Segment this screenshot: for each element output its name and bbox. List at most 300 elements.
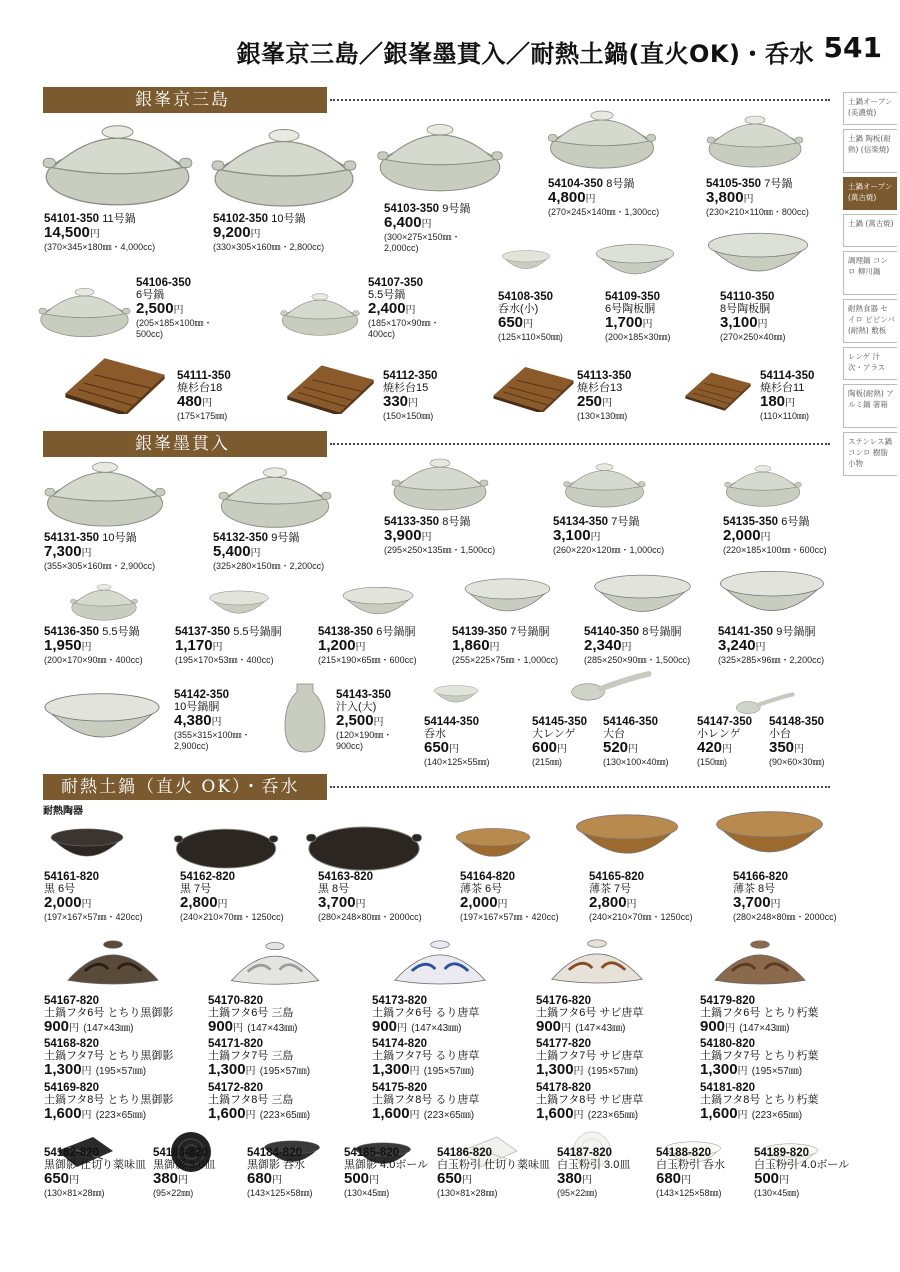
product-code: 54146-350 — [603, 716, 658, 728]
product-price: 500円 — [344, 1170, 380, 1187]
product-54135-350 — [723, 516, 827, 556]
product-54107-350 — [368, 277, 440, 340]
pot-image — [37, 280, 132, 344]
product-name: 10号鍋 — [271, 213, 306, 225]
product-code: 54171-820 — [208, 1038, 263, 1050]
product-spec: (270×250×40㎜) — [720, 332, 786, 342]
product-code: 54180-820 — [700, 1038, 755, 1050]
pot-image — [375, 116, 505, 198]
product-54164-820 — [460, 871, 559, 923]
product-code: 54189-820 — [754, 1147, 809, 1159]
page-number: 541 — [823, 31, 882, 64]
product-spec: (300×275×150㎜・ — [384, 232, 461, 242]
bowl-image — [703, 230, 813, 284]
product-code: 54163-820 — [318, 871, 373, 883]
product-name: 6号鍋 — [781, 516, 810, 528]
product-price: 3,100円 — [720, 314, 768, 331]
product-name: 土鍋フタ6号 とちり黒御影 — [44, 1007, 174, 1019]
side-tab[interactable]: 耐熱食器 セイロ ビビンバ(耐熱) 敷板 — [843, 299, 897, 343]
product-name: 薄茶 7号 — [589, 883, 632, 895]
bowl-image — [572, 807, 682, 871]
product-name: 5.5号鍋胴 — [233, 626, 282, 638]
product-name: 白玉粉引 4.0ボール — [754, 1159, 850, 1171]
renge-spoon-image — [570, 668, 652, 706]
product-price: 650円 — [498, 314, 534, 331]
product-code: 54137-350 5.5号鍋胴 — [175, 626, 282, 638]
product-spec: (215㎜) — [532, 757, 563, 767]
product-price: 350円 — [769, 739, 805, 756]
product-spec: (240×210×70㎜・1250cc) — [589, 912, 693, 922]
product-spec: (130×45㎜) — [754, 1188, 800, 1198]
product-code: 54113-350 — [577, 370, 632, 382]
product-price: 500円 — [754, 1170, 790, 1187]
product-price: 4,380円 — [174, 712, 222, 729]
product-54162-820 — [180, 871, 284, 923]
pot-image — [546, 103, 658, 175]
product-54139-350 — [452, 626, 558, 666]
product-name: 小レンゲ — [697, 728, 741, 740]
product-price: 650円 — [44, 1170, 80, 1187]
product-spec: (195×170×53㎜・400cc) — [175, 655, 274, 665]
bowl-image — [338, 585, 418, 623]
product-spec: (140×125×55㎜) — [424, 757, 490, 767]
lid-image — [228, 937, 322, 987]
product-spec: (130×81×28㎜) — [44, 1188, 105, 1198]
pot-image — [304, 802, 424, 876]
product-54180-820 — [700, 1038, 818, 1079]
lid-image — [713, 935, 807, 987]
pot-image — [723, 458, 803, 513]
product-price: 480円 — [177, 393, 213, 410]
product-spec: (197×167×57㎜・420cc) — [460, 912, 559, 922]
product-price: 1,300円 (195×57㎜) — [44, 1061, 147, 1078]
product-code: 54187-820 — [557, 1147, 612, 1159]
product-code: 54145-350 — [532, 716, 587, 728]
product-spec: (223×65㎜) — [259, 1110, 311, 1121]
product-54183-820 — [153, 1147, 215, 1199]
product-name: 5.5号鍋 — [368, 289, 406, 301]
section-banner-kyo-mishima: 銀峯京三島 — [43, 87, 327, 113]
product-price: 3,700円 — [733, 894, 781, 911]
product-code: 54168-820 — [44, 1038, 99, 1050]
product-spec: (330×305×160㎜・2,800cc) — [213, 242, 325, 252]
product-54189-820 — [754, 1147, 849, 1199]
product-name: 薄茶 6号 — [460, 883, 503, 895]
side-tab[interactable]: 土鍋 (萬古焼) — [843, 214, 897, 247]
section-divider — [330, 99, 830, 101]
product-name: 5.5号鍋 — [102, 626, 140, 638]
product-spec: (147×43㎜) — [575, 1023, 626, 1034]
product-spec: (150㎜) — [697, 757, 728, 767]
product-54114-350 — [760, 370, 814, 422]
product-spec: (215×190×65㎜・600cc) — [318, 655, 417, 665]
product-code: 54136-350 5.5号鍋 — [44, 626, 140, 638]
product-spec: (195×57㎜) — [259, 1066, 311, 1077]
product-54186-820 — [437, 1147, 550, 1199]
cedar-board-image — [684, 367, 752, 411]
product-spec: (143×125×58㎜) — [656, 1188, 722, 1198]
bowl-image — [36, 690, 168, 752]
product-price: 380円 — [153, 1170, 189, 1187]
product-name: 8号鍋 — [442, 516, 471, 528]
product-price: 1,600円 (223×65㎜) — [700, 1105, 803, 1122]
page-title: 銀峯京三島／銀峯墨貫入／耐熱土鍋(直火OK)・呑水 — [236, 40, 814, 68]
product-54109-350 — [605, 291, 671, 343]
product-price: 680円 — [247, 1170, 283, 1187]
product-price: 1,600円 (223×65㎜) — [44, 1105, 147, 1122]
side-tab-active[interactable]: 土鍋オーブン (萬古焼) — [843, 177, 897, 210]
product-54136-350 — [44, 626, 143, 666]
section-divider — [330, 443, 830, 445]
product-54103-350 — [384, 203, 470, 254]
product-spec: (230×210×110㎜・800cc) — [706, 207, 809, 217]
product-price: 900円 (147×43㎜) — [208, 1018, 298, 1035]
product-54184-820 — [247, 1147, 313, 1199]
bowl-image — [713, 568, 831, 624]
product-54188-820 — [656, 1147, 725, 1199]
product-name: 焼杉台11 — [760, 382, 805, 394]
product-code: 54133-350 8号鍋 — [384, 516, 471, 528]
product-spec: 900cc) — [336, 741, 364, 751]
product-54112-350 — [383, 370, 437, 422]
product-name: 土鍋フタ8号 とちり朽葉 — [700, 1094, 819, 1106]
pot-image — [40, 117, 195, 212]
product-price: 6,400円 — [384, 214, 432, 231]
product-code: 54142-350 — [174, 689, 229, 701]
product-spec: (270×245×140㎜・1,300cc) — [548, 207, 660, 217]
product-price: 2,000円 — [44, 894, 92, 911]
product-name: 黒 7号 — [180, 883, 212, 895]
product-name: 黒御影 仕切り薬味皿 — [44, 1159, 147, 1171]
product-spec: (185×170×90㎜・ — [368, 318, 440, 328]
bowl-image — [712, 802, 827, 872]
product-name: 土鍋フタ7号 とちり黒御影 — [44, 1050, 174, 1062]
product-name: 11号鍋 — [102, 213, 136, 225]
product-spec: 500cc) — [136, 329, 164, 339]
product-price: 1,300円 (195×57㎜) — [536, 1061, 639, 1078]
product-spec: (223×65㎜) — [751, 1110, 803, 1121]
pot-image — [40, 456, 170, 531]
product-name: 土鍋フタ6号 サビ唐草 — [536, 1007, 644, 1019]
product-price: 1,950円 — [44, 637, 92, 654]
product-54178-820 — [536, 1082, 643, 1123]
side-tab[interactable]: 調理鍋 コンロ 柳川鍋 — [843, 251, 897, 295]
bowl-image — [453, 822, 533, 870]
product-code: 54161-820 — [44, 871, 99, 883]
product-spec: (90×60×30㎜) — [769, 757, 825, 767]
product-54110-350 — [720, 291, 786, 343]
product-code: 54108-350 — [498, 291, 553, 303]
product-name: 土鍋フタ7号 サビ唐草 — [536, 1050, 644, 1062]
product-54113-350 — [577, 370, 631, 422]
product-54170-820 — [208, 995, 298, 1036]
product-spec: (355×315×100㎜・ — [174, 730, 251, 740]
product-54143-350 — [336, 689, 392, 752]
product-name: 9号鍋胴 — [776, 626, 816, 638]
product-spec: (220×185×100㎜・600cc) — [723, 545, 827, 555]
product-54102-350 — [213, 213, 324, 253]
product-spec: (223×65㎜) — [95, 1110, 147, 1121]
renge-spoon-image — [735, 690, 795, 718]
product-name: 白玉粉引 3.0皿 — [557, 1159, 631, 1171]
product-price: 3,800円 — [706, 189, 754, 206]
product-price: 180円 — [760, 393, 796, 410]
cedar-board-image — [491, 362, 576, 412]
product-price: 1,600円 (223×65㎜) — [208, 1105, 311, 1122]
product-spec: (195×57㎜) — [587, 1066, 639, 1077]
product-price: 2,500円 — [336, 712, 384, 729]
product-code: 54107-350 — [368, 277, 423, 289]
product-code: 54106-350 — [136, 277, 191, 289]
product-code: 54132-350 9号鍋 — [213, 532, 300, 544]
product-spec: (280×248×80㎜・2000cc) — [733, 912, 837, 922]
page-header — [0, 0, 900, 72]
product-price: 1,300円 (195×57㎜) — [208, 1061, 311, 1078]
product-name: 焼杉台18 — [177, 382, 223, 394]
product-name: 黒 8号 — [318, 883, 350, 895]
product-name: 汁入(大) — [336, 701, 377, 713]
product-spec: (147×43㎜) — [739, 1023, 790, 1034]
product-price: 3,700円 — [318, 894, 366, 911]
bowl-image — [48, 822, 126, 870]
bowl-image — [589, 572, 696, 624]
pot-image — [209, 122, 359, 212]
product-name: 呑水 — [424, 728, 446, 740]
product-54181-820 — [700, 1082, 818, 1123]
product-spec: (370×345×180㎜・4,000cc) — [44, 242, 156, 252]
product-code: 54135-350 6号鍋 — [723, 516, 810, 528]
section-banner-heat-resistant: 耐熱土鍋（直火 OK）・呑水 — [43, 774, 327, 800]
product-price: 650円 — [424, 739, 460, 756]
product-54179-820 — [700, 995, 818, 1036]
section-divider — [330, 786, 830, 788]
lid-image — [550, 934, 644, 986]
product-price: 2,400円 — [368, 300, 416, 317]
product-name: 土鍋フタ7号 三島 — [208, 1050, 294, 1062]
product-code: 54105-350 7号鍋 — [706, 178, 793, 190]
product-price: 14,500円 — [44, 224, 100, 241]
side-tab[interactable]: 陶板(耐熱) アルミ鍋 箸箱 — [843, 384, 897, 428]
bowl-image — [432, 680, 480, 712]
product-name: 7号鍋 — [611, 516, 640, 528]
product-54131-350 — [44, 532, 155, 572]
bowl-image — [590, 242, 680, 284]
product-code: 54143-350 — [336, 689, 391, 701]
product-code: 54101-350 11号鍋 — [44, 213, 136, 225]
sub-label-heat-ceramic: 耐熱陶器 — [43, 806, 83, 817]
product-name: 土鍋フタ7号 とちり朽葉 — [700, 1050, 819, 1062]
product-price: 2,000円 — [460, 894, 508, 911]
product-name: 焼杉台13 — [577, 382, 623, 394]
product-spec: (200×170×90㎜・400cc) — [44, 655, 143, 665]
product-spec: (95×22㎜) — [557, 1188, 598, 1198]
product-spec: (195×57㎜) — [423, 1066, 475, 1077]
product-54148-350 — [769, 716, 825, 768]
product-price: 2,340円 — [584, 637, 632, 654]
product-spec: (195×57㎜) — [751, 1066, 803, 1077]
product-code: 54177-820 — [536, 1038, 591, 1050]
product-price: 4,800円 — [548, 189, 596, 206]
product-name: 黒御影 4.0ボール — [344, 1159, 429, 1171]
product-spec: 2,900cc) — [174, 741, 209, 751]
product-54111-350 — [177, 370, 231, 422]
product-54175-820 — [372, 1082, 479, 1123]
product-54185-820 — [344, 1147, 428, 1199]
side-tab[interactable]: レンゲ 汁次・アラス — [843, 347, 897, 380]
product-code: 54109-350 — [605, 291, 660, 303]
product-spec: (355×305×160㎜・2,900cc) — [44, 561, 156, 571]
side-tab[interactable]: ステンレス鍋 コンロ 樹脂小物 — [843, 432, 897, 476]
product-code: 54169-820 — [44, 1082, 99, 1094]
product-name: 白玉粉引 仕切り薬味皿 — [437, 1159, 551, 1171]
product-name: 8号鍋 — [606, 178, 635, 190]
product-54134-350 — [553, 516, 664, 556]
product-price: 3,100円 — [553, 527, 601, 544]
product-name: 焼杉台15 — [383, 382, 429, 394]
product-spec: (255×225×75㎜・1,000cc) — [452, 655, 559, 665]
product-54105-350 — [706, 178, 809, 218]
product-54182-820 — [44, 1147, 146, 1199]
product-54176-820 — [536, 995, 643, 1036]
product-name: 大台 — [603, 728, 625, 740]
product-54137-350 — [175, 626, 282, 666]
lid-image — [66, 935, 160, 987]
product-spec: (295×250×135㎜・1,500cc) — [384, 545, 496, 555]
product-spec: (130×130㎜) — [577, 411, 628, 421]
product-price: 7,300円 — [44, 543, 92, 560]
product-54133-350 — [384, 516, 495, 556]
product-code: 54148-350 — [769, 716, 824, 728]
product-price: 3,900円 — [384, 527, 432, 544]
product-54172-820 — [208, 1082, 310, 1123]
product-54171-820 — [208, 1038, 310, 1079]
section-banner-sumi-kannyu: 銀峯墨貫入 — [43, 431, 327, 457]
product-price: 900円 (147×43㎜) — [372, 1018, 462, 1035]
product-spec: (325×285×96㎜・2,200cc) — [718, 655, 825, 665]
product-code: 54181-820 — [700, 1082, 755, 1094]
product-name: 10号鍋胴 — [174, 701, 220, 713]
product-price: 1,300円 (195×57㎜) — [700, 1061, 803, 1078]
product-spec: (130×100×40㎜) — [603, 757, 669, 767]
side-tab[interactable]: 土鍋オーブン (美濃焼) — [843, 92, 897, 125]
product-price: 900円 (147×43㎜) — [44, 1018, 134, 1035]
product-name: 黒御影 呑水 — [247, 1159, 306, 1171]
product-name: 6号鍋胴 — [376, 626, 416, 638]
product-price: 420円 — [697, 739, 733, 756]
product-name: 6号陶板胴 — [605, 303, 656, 315]
product-price: 900円 (147×43㎜) — [700, 1018, 790, 1035]
product-code: 54178-820 — [536, 1082, 591, 1094]
product-code: 54144-350 — [424, 716, 479, 728]
product-spec: 2,000cc) — [384, 243, 419, 253]
product-spec: (147×43㎜) — [83, 1023, 134, 1034]
product-code: 54112-350 — [383, 370, 438, 382]
product-spec: (143×125×58㎜) — [247, 1188, 313, 1198]
product-price: 2,500円 — [136, 300, 184, 317]
pot-image — [69, 580, 139, 624]
product-price: 650円 — [437, 1170, 473, 1187]
product-code: 54184-820 — [247, 1147, 302, 1159]
product-price: 1,200円 — [318, 637, 366, 654]
product-name: 呑水(小) — [498, 303, 539, 315]
product-spec: (197×167×57㎜・420cc) — [44, 912, 143, 922]
product-54173-820 — [372, 995, 479, 1036]
product-code: 54175-820 — [372, 1082, 427, 1094]
product-code: 54104-350 8号鍋 — [548, 178, 635, 190]
product-54106-350 — [136, 277, 213, 340]
cedar-board-image — [60, 352, 170, 414]
product-price: 520円 — [603, 739, 639, 756]
product-price: 1,700円 — [605, 314, 653, 331]
product-spec: (205×185×100㎜・ — [136, 318, 213, 328]
product-code: 54166-820 — [733, 871, 788, 883]
product-54101-350 — [44, 213, 155, 253]
side-index-tabs — [843, 92, 900, 480]
lid-image — [393, 935, 487, 987]
product-54167-820 — [44, 995, 173, 1036]
product-name: 大レンゲ — [532, 728, 576, 740]
product-spec: (200×185×30㎜) — [605, 332, 671, 342]
product-name: 土鍋フタ8号 るり唐草 — [372, 1094, 480, 1106]
product-code: 54164-820 — [460, 871, 515, 883]
product-code: 54172-820 — [208, 1082, 263, 1094]
product-code: 54110-350 — [720, 291, 775, 303]
product-name: 10号鍋 — [102, 532, 137, 544]
product-name: 土鍋フタ8号 三島 — [208, 1094, 294, 1106]
product-price: 380円 — [557, 1170, 593, 1187]
product-54108-350 — [498, 291, 563, 343]
product-code: 54167-820 — [44, 995, 99, 1007]
product-price: 1,600円 (223×65㎜) — [372, 1105, 475, 1122]
product-spec: (260×220×120㎜・1,000cc) — [553, 545, 665, 555]
product-price: 1,300円 (195×57㎜) — [372, 1061, 475, 1078]
product-price: 3,240円 — [718, 637, 766, 654]
product-54163-820 — [318, 871, 422, 923]
product-name: 土鍋フタ8号 サビ唐草 — [536, 1094, 644, 1106]
product-spec: (95×22㎜) — [153, 1188, 194, 1198]
product-price: 9,200円 — [213, 224, 261, 241]
product-name: 土鍋フタ6号 三島 — [208, 1007, 294, 1019]
product-name: 8号陶板胴 — [720, 303, 771, 315]
product-54140-350 — [584, 626, 690, 666]
product-price: 1,170円 — [175, 637, 223, 654]
product-name: 9号鍋 — [271, 532, 300, 544]
product-spec: (120×190㎜・ — [336, 730, 393, 740]
product-54146-350 — [603, 716, 669, 768]
product-spec: (150×150㎜) — [383, 411, 434, 421]
product-name: 6号鍋 — [136, 289, 165, 301]
bowl-image — [500, 245, 552, 279]
side-tab[interactable]: 土鍋 陶板(耐熱) (信楽焼) — [843, 129, 897, 173]
product-54147-350 — [697, 716, 752, 768]
product-code: 54141-350 9号鍋胴 — [718, 626, 816, 638]
product-code: 54131-350 10号鍋 — [44, 532, 137, 544]
product-price: 600円 — [532, 739, 568, 756]
product-code: 54114-350 — [760, 370, 815, 382]
product-code: 54186-820 — [437, 1147, 492, 1159]
product-54166-820 — [733, 871, 837, 923]
product-code: 54134-350 7号鍋 — [553, 516, 640, 528]
product-54132-350 — [213, 532, 324, 572]
pot-image — [390, 452, 490, 516]
product-code: 54103-350 9号鍋 — [384, 203, 471, 215]
product-spec: (130×45㎜) — [344, 1188, 390, 1198]
pot-image — [172, 806, 280, 874]
product-54161-820 — [44, 871, 143, 923]
product-name: 土鍋フタ6号 とちり朽葉 — [700, 1007, 819, 1019]
pot-image — [705, 107, 805, 175]
product-54141-350 — [718, 626, 824, 666]
